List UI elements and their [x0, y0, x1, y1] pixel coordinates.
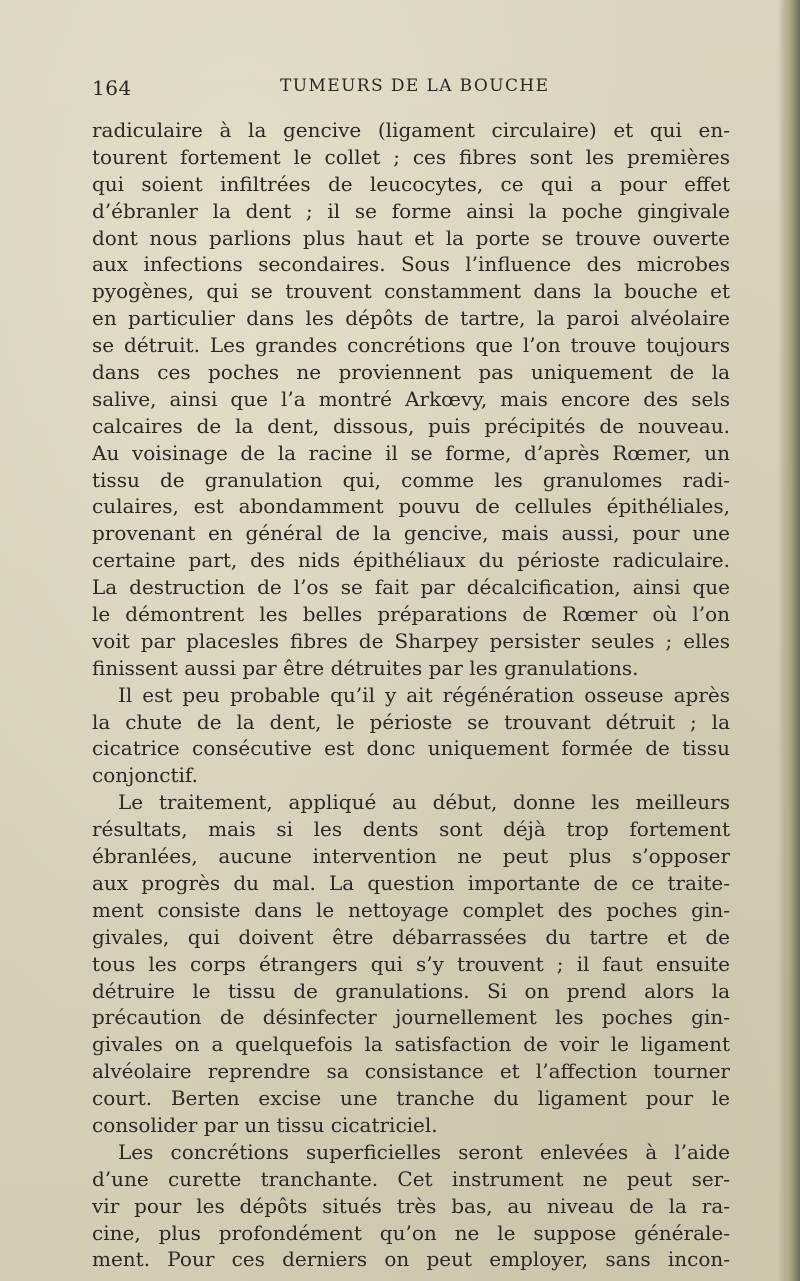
text-line: provenant en général de la gencive, mais aussi, pour une	[92, 521, 730, 546]
text-line: qui soient infiltrées de leucocytes, ce qui a pour effet	[92, 171, 730, 196]
text-line: la chute de la dent, le périoste se trouvant détruit ; la	[92, 709, 730, 734]
text-line: cine, plus profondément qu’on ne le suppose générale-	[92, 1220, 730, 1245]
page-header	[92, 76, 728, 108]
text-line: le démontrent les belles préparations de Rœmer où l’on	[92, 602, 730, 627]
book-edge	[786, 0, 800, 1281]
text-line: tourent fortement le collet ; ces fibres sont les premières	[92, 144, 730, 169]
text-line: vir pour les dépôts situés très bas, au niveau de la ra-	[92, 1193, 730, 1218]
text-line: en particulier dans les dépôts de tartre, la paroi alvéolaire	[92, 306, 730, 331]
text-line: aux infections secondaires. Sous l’influence des microbes	[92, 252, 730, 277]
text-line: aux progrès du mal. La question importante de ce traite-	[92, 870, 730, 895]
text-line: ment. Pour ces derniers on peut employer, sans incon-	[92, 1247, 730, 1272]
page-number: 164	[92, 76, 132, 100]
text-line: certaine part, des nids épithéliaux du périoste radiculaire.	[92, 548, 730, 573]
text-line: La destruction de l’os se fait par décalcification, ainsi que	[92, 575, 730, 600]
page-shadow	[778, 0, 786, 1281]
text-line: givales on a quelquefois la satisfaction de voir le ligament	[92, 1032, 730, 1057]
text-line: dans ces poches ne proviennent pas uniquement de la	[92, 360, 730, 385]
text-line: d’une curette tranchante. Cet instrument ne peut ser-	[92, 1166, 730, 1191]
text-line: Il est peu probable qu’il y ait régénération osseuse après	[118, 682, 730, 707]
running-title: TUMEURS DE LA BOUCHE	[280, 76, 550, 96]
text-line: dont nous parlions plus haut et la porte se trouve ouverte	[92, 225, 730, 250]
text-line: radiculaire à la gencive (ligament circulaire) et qui en-	[92, 118, 730, 142]
text-line: tous les corps étrangers qui s’y trouvent ; il faut ensuite	[92, 951, 730, 976]
body-text	[92, 117, 730, 1273]
text-line: court. Berten excise une tranche du ligament pour le	[92, 1086, 730, 1111]
text-line: finissent aussi par être détruites par les granulations.	[92, 655, 639, 680]
text-line: conjonctif.	[92, 763, 198, 788]
text-line: pyogènes, qui se trouvent constamment dans la bouche et	[92, 279, 730, 304]
text-line: voit par placesles fibres de Sharpey persister seules ; elles	[92, 628, 730, 653]
text-line: salive, ainsi que l’a montré Arkœvy, mais encore des sels	[92, 386, 730, 411]
text-line: se détruit. Les grandes concrétions que l’on trouve toujours	[92, 333, 730, 358]
text-line: tissu de granulation qui, comme les granulomes radi-	[92, 467, 730, 492]
text-line: calcaires de la dent, dissous, puis précipités de nouveau.	[92, 413, 730, 438]
text-line: détruire le tissu de granulations. Si on prend alors la	[92, 978, 730, 1003]
text-line: ébranlées, aucune intervention ne peut plus s’opposer	[92, 844, 730, 869]
text-line: Au voisinage de la racine il se forme, d’après Rœmer, un	[92, 440, 730, 465]
text-line: ment consiste dans le nettoyage complet des poches gin-	[92, 897, 730, 922]
text-line: Les concrétions superficielles seront enlevées à l’aide	[118, 1139, 730, 1164]
text-line: résultats, mais si les dents sont déjà trop fortement	[92, 817, 730, 842]
text-line: Le traitement, appliqué au début, donne les meilleurs	[118, 790, 730, 815]
text-line: givales, qui doivent être débarrassées du tartre et de	[92, 924, 730, 949]
text-line: précaution de désinfecter journellement les poches gin-	[92, 1005, 730, 1030]
text-line: cicatrice consécutive est donc uniquement formée de tissu	[92, 736, 730, 761]
text-line: consolider par un tissu cicatriciel.	[92, 1112, 438, 1137]
text-line: alvéolaire reprendre sa consistance et l’affection tourner	[92, 1059, 730, 1084]
text-line: culaires, est abondamment pouvu de cellules épithéliales,	[92, 494, 730, 519]
text-line: d’ébranler la dent ; il se forme ainsi la poche gingivale	[92, 198, 730, 223]
